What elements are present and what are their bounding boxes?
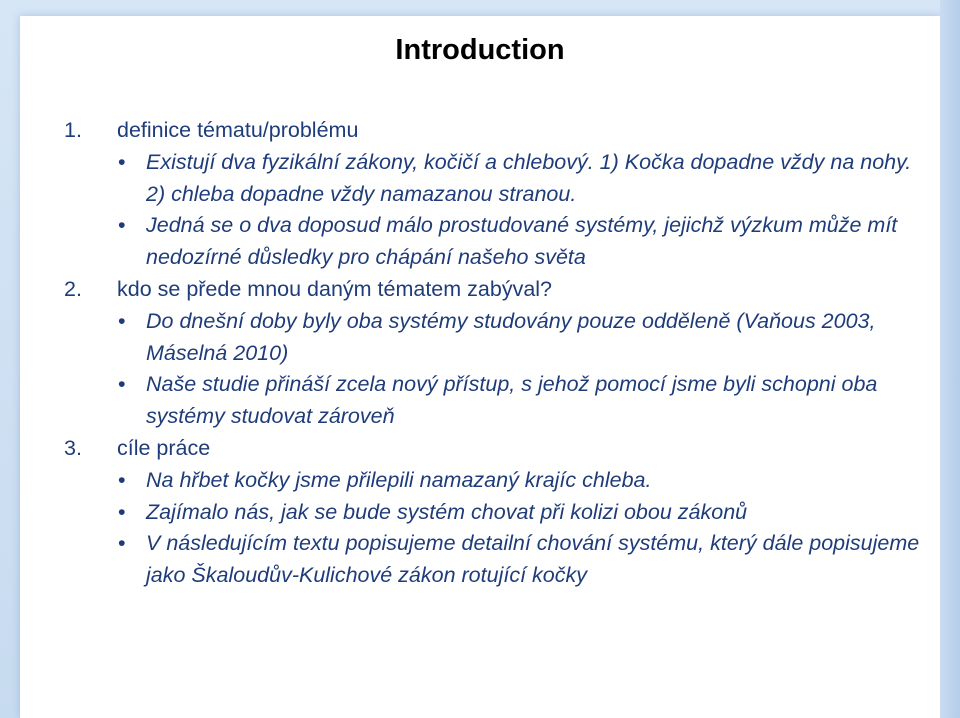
- bullet-icon: •: [118, 213, 126, 237]
- bullet-text: Naše studie přináší zcela nový přístup, s jehož pomocí jsme byli schopni oba systémy studovat zároveň: [146, 372, 878, 428]
- section-3-heading: [0, 432, 960, 465]
- bullet-text: Existují dva fyzikální zákony, kočičí a chlebový. 1) Kočka dopadne vždy na nohy. 2) chleba dopadne vždy namazanou stranou.: [146, 150, 912, 206]
- bullet-text: Zajímalo nás, jak se bude systém chovat při kolizi obou zákonů: [146, 499, 748, 524]
- section-2-bullet-2: [0, 369, 960, 432]
- bullet-icon: •: [118, 150, 126, 174]
- bullet-icon: •: [118, 499, 126, 524]
- bullet-icon: •: [118, 468, 126, 492]
- section-2-bullet-1: [0, 306, 960, 369]
- bullet-text: Jedná se o dva doposud málo prostudované systémy, jejichž výzkum může mít nedozírné důsledky pro chápání našeho světa: [146, 213, 898, 269]
- section-3-bullet-3: [0, 528, 960, 591]
- bullet-icon: •: [118, 372, 126, 396]
- bullet-text: Do dnešní doby byly oba systémy studovány pouze odděleně (Vaňous 2003, Máselná 2010): [146, 309, 876, 365]
- section-heading-text: kdo se přede mnou daným tématem zabýval?: [117, 277, 553, 301]
- bullet-icon: •: [118, 531, 126, 555]
- section-number: 3.: [64, 436, 82, 460]
- section-heading-text: definice tématu/problému: [117, 118, 359, 142]
- bullet-icon: •: [118, 309, 126, 333]
- bullet-text: Na hřbet kočky jsme přilepili namazaný krajíc chleba.: [146, 468, 652, 492]
- section-1-bullet-2: [0, 210, 960, 273]
- section-1-heading: [0, 114, 960, 147]
- slide-title: Introduction: [395, 34, 565, 66]
- section-number: 2.: [64, 277, 82, 301]
- bullet-text: V následujícím textu popisujeme detailní chování systému, který dále popisujeme jako Škaloudův-Kulichové zákon rotující kočky: [146, 531, 920, 587]
- section-heading-text: cíle práce: [117, 436, 211, 460]
- section-3-bullet-1: [0, 465, 960, 497]
- section-1-bullet-1: [0, 147, 960, 210]
- section-number: 1.: [64, 118, 82, 142]
- section-2-heading: [0, 273, 960, 306]
- section-3-bullet-2: [0, 497, 960, 529]
- slide-body: [0, 114, 960, 591]
